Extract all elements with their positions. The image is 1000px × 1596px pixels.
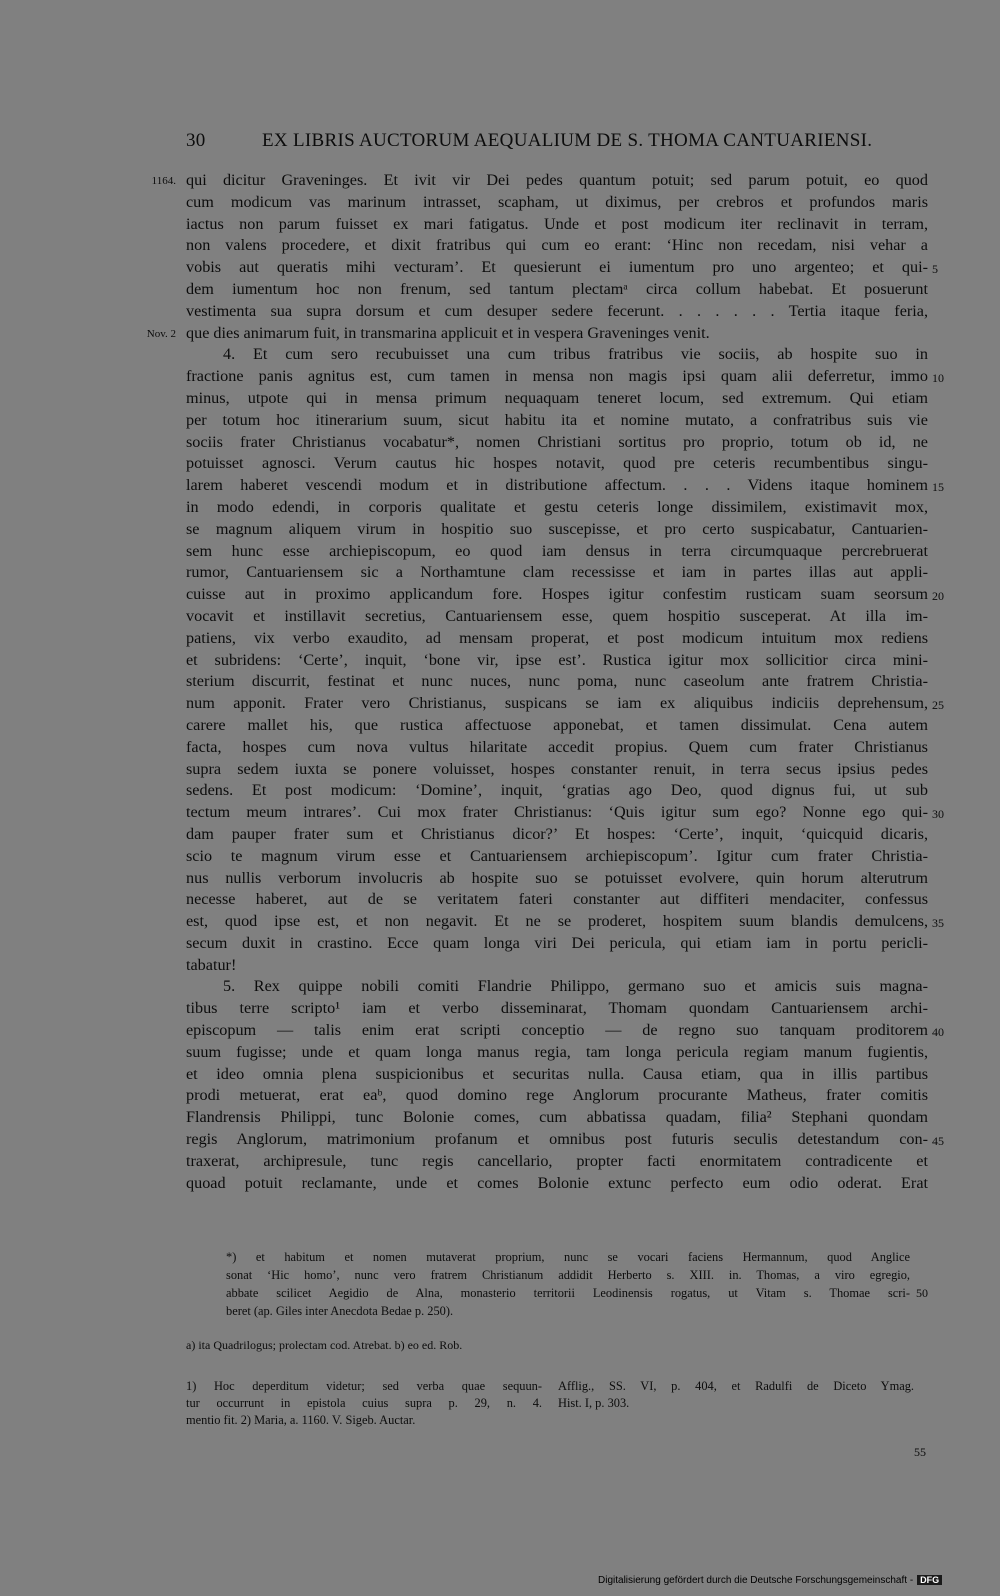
- line-number: 45: [932, 1134, 944, 1149]
- text-line: episcopum — talis enim erat scripti conceptio — de regno suo tanquam proditorem 40: [186, 1020, 928, 1042]
- line-number: 5: [932, 262, 938, 277]
- text-line: facta, hospes cum nova vultus hilaritate accedit propius. Quem cum frater Christianus: [186, 737, 928, 756]
- text-variants: a) ita Quadrilogus; prolectam cod. Atrebat. b) eo ed. Rob.: [186, 1338, 463, 1352]
- text-line: rumor, Cantuariensem sic a Northamtune clam recessisse et iam in partes illas aut appli-: [186, 563, 928, 582]
- text-line: vestimenta sua supra dorsum et cum desuper sedere fecerunt. . . . . . . Tertia itaque feria,: [186, 301, 928, 320]
- text-line: non valens procedere, et dixit fratribus qui cum eo erant: ‘Hinc non recedam, nisi vehar a: [186, 236, 928, 255]
- text-line: potuisset agnosci. Verum cautus hic hospes notavit, quod pre ceteris recumbentibus singu-: [186, 454, 928, 473]
- text-line: sem hunc esse archiepiscopum, eo quod iam densus in terra circumquaque percrebruerat: [186, 541, 928, 560]
- text-line: sedens. Et post modicum: ‘Domine’, inquit, ‘gratias ago Deo, quod dignus fui, ut sub: [186, 781, 928, 800]
- text-line: regis Anglorum, matrimonium profanum et omnibus post futuris seculis detestandum con- 45: [186, 1129, 928, 1151]
- footnote-star: [226, 1248, 926, 1320]
- text-line: et ideo omnia plena suspicionibus et securitas nulla. Causa etiam, qua in illis partibus: [186, 1064, 928, 1083]
- text-line: num apponit. Frater vero Christianus, suspicans se iam ex aliquibus indiciis deprehensum, 25: [186, 693, 928, 715]
- line-number: 35: [932, 916, 944, 931]
- text-line: vocavit et instillavit secretius, Cantuariensem esse, quem hospitio susceperat. At illa im-: [186, 606, 928, 625]
- notes-left-column: [186, 1378, 542, 1429]
- text-line: vobis aut queratis mihi vecturam’. Et quesierunt ei iumentum pro uno argenteo; et qui- 5: [186, 257, 928, 279]
- text-line: secum duxit in crastino. Ecce quam longa viri Dei pericula, qui etiam iam in portu pericli-: [186, 933, 928, 952]
- notes-right-column: [558, 1378, 914, 1412]
- text-line: scio te magnum virum esse et Cantuariensem archiepiscopum’. Igitur cum frater Christia-: [186, 846, 928, 865]
- text-line: quoad potuit reclamante, unde et comes Bolonie extunc perfecto eum odio oderat. Erat: [186, 1173, 928, 1192]
- text-line: patiens, vix verbo exaudito, ad mensam properat, et post modicum intuitum mox rediens: [186, 628, 928, 647]
- text-line: tectum meum intrares’. Cui mox frater Christianus: ‘Quis igitur sum ego? Nonne ego qui- 30: [186, 802, 928, 824]
- text-line: 4. Et cum sero recubuisset una cum tribus fratribus vie sociis, ab hospite suo in: [223, 345, 928, 364]
- line-number: 25: [932, 698, 944, 713]
- running-title: EX LIBRIS AUCTORUM AEQUALIUM DE S. THOMA CANTUARIENSI.: [262, 130, 873, 151]
- line-number: 50: [916, 1286, 928, 1300]
- note-line: Hist. I, p. 303.: [558, 1396, 630, 1410]
- text-line: supra sedem iuxta se ponere voluisset, hospes constanter renuit, in terra secus ipsius pedes: [186, 759, 928, 778]
- text-line: Flandrensis Philippi, tunc Bolonie comes, cum abbatissa quadam, filia² Stephani quondam: [186, 1108, 928, 1127]
- text-line: carere mallet his, que rustica affectuose apponebat, et tamen dissimulat. Cena autem: [186, 715, 928, 734]
- text-line: cuisse aut in proximo applicandum fore. Hospes igitur confestim rusticam suam seorsum 20: [186, 584, 928, 606]
- main-text: [146, 170, 944, 1194]
- page-number: 30: [186, 130, 206, 151]
- note-line: mentio fit. 2) Maria, a. 1160. V. Sigeb. Auctar.: [186, 1413, 416, 1427]
- note-line: 1) Hoc deperditum videtur; sed verba quae sequun-: [186, 1379, 542, 1393]
- line-number: 15: [932, 480, 944, 495]
- margin-year: 1164.: [151, 175, 176, 187]
- text-line: larem haberet vescendi modum et in distributione affectum. . . . Videns itaque hominem 15: [186, 475, 928, 497]
- note-line: Afflig., SS. VI, p. 404, et Radulfi de Diceto Ymag.: [558, 1379, 914, 1393]
- text-line: minus, utpote qui in mensa primum nequaquam teneret locum, sed extremum. Qui etiam: [186, 388, 928, 407]
- footer-text: Digitalisierung gefördert durch die Deutsche Forschungsgemeinschaft -: [598, 1575, 914, 1586]
- footnote-line: sonat ‘Hic homo’, nunc vero fratrem Christianum addidit Herberto s. XIII. in. Thomas, a viro egregio,: [226, 1268, 910, 1282]
- text-line: fractione panis agnitus est, cum tamen in mensa non magis ipsi quam alii deferretur, immo 10: [186, 366, 928, 388]
- text-line: 1164. qui dicitur Graveninges. Et ivit vir Dei pedes quantum potuit; sed parum potuit, eo quod: [186, 170, 928, 192]
- line-number: 20: [932, 589, 944, 604]
- text-line: prodi metuerat, erat eaᵇ, quod domino rege Anglorum procurante Matheus, frater comitis: [186, 1086, 928, 1105]
- text-line: tabatur!: [186, 955, 237, 974]
- text-line: in modo edendi, in corporis qualitate et gestu ceteris longe dissimilem, existimavit mox,: [186, 497, 928, 516]
- text-line: traxerat, archipresule, tunc regis cancellario, propter facti enormitatem contradicente et: [186, 1151, 928, 1170]
- text-line: est, quod ipse est, et non negavit. Et ne se proderet, hospitem suum blandis demulcens, 35: [186, 911, 928, 933]
- text-line: per totum hoc itinerarium suum, sicut habitu ita et nomine mutato, a confratribus suis vie: [186, 410, 928, 429]
- text-line: suum fugisse; unde et quam longa manus regia, tam longa pericula regiam manum fugientis,: [186, 1042, 928, 1061]
- text-line: sociis frater Christianus vocabatur*, nomen Christiani sortitus pro proprio, totum ob id, ne: [186, 432, 928, 451]
- line-number: 30: [932, 807, 944, 822]
- margin-date: Nov. 2: [146, 327, 176, 340]
- text-line: nus nullis verborum involucris ab hospite suo se potuisset evolvere, quin horum alterutrum: [186, 868, 928, 887]
- text-line: et subridens: ‘Certe’, inquit, ‘bone vir, ipse est’. Rustica igitur mox sollicitior circa mini-: [186, 650, 928, 669]
- text-line: tibus terre scripto¹ iam et verbo disseminarat, Thomam quondam Cantuariensem archi-: [186, 999, 928, 1018]
- footnote-line: abbate scilicet Aegidio de Alna, monasterio territorii Leodinensis rogatus, ut Vitam s. Thomae scri- 50: [226, 1286, 928, 1300]
- text-line: iactus non parum fuisset ex mari fatigatus. Unde et post modicum iter reclinavit in terram,: [186, 214, 928, 233]
- digitization-footer: [598, 1575, 942, 1586]
- text-line: sterium discurrit, festinat et nunc nuces, nunc poma, nunc caseolum ante fratrem Christia-: [186, 672, 928, 691]
- text-line: cum modicum vas marinum intrasset, scapham, ut diximus, per crebros et profundos maris: [186, 192, 928, 211]
- footnote-line: beret (ap. Giles inter Anecdota Bedae p. 250).: [226, 1304, 454, 1318]
- text-line: necesse haberet, aut de se veritatem fateri constanter aut diffiteri mendaciter, confessus: [186, 890, 928, 909]
- text-line: 5. Rex quippe nobili comiti Flandrie Philippo, germano suo et amicis suis magna-: [223, 977, 928, 996]
- page-header: [186, 130, 873, 160]
- text-line: se magnum aliquem virum in hospitio suo suscepisse, et pro certo suspicabatur, Cantuarien-: [186, 519, 928, 538]
- text-line: dam pauper frater sum et Christianus dicor?’ Et hospes: ‘Certe’, inquit, ‘quicquid dicaris,: [186, 824, 928, 843]
- text-line: Nov. 2 que dies animarum fuit, in transmarina applicuit et in vespera Graveninges venit.: [186, 323, 928, 345]
- line-number: 10: [932, 371, 944, 386]
- line-number: 40: [932, 1025, 944, 1040]
- note-line: tur occurrunt in epistola cuius supra p. 29, n. 4.: [186, 1396, 542, 1410]
- line-number: 55: [914, 1445, 926, 1459]
- dfg-logo: DFG: [917, 1575, 942, 1585]
- text-line: dem iumentum hoc non frenum, sed tantum plectamᵃ circa collum habebat. Et posuerunt: [186, 279, 928, 298]
- footnote-line: *) et habitum et nomen mutaverat proprium, nunc se vocari faciens Hermannum, quod Anglice: [226, 1250, 910, 1264]
